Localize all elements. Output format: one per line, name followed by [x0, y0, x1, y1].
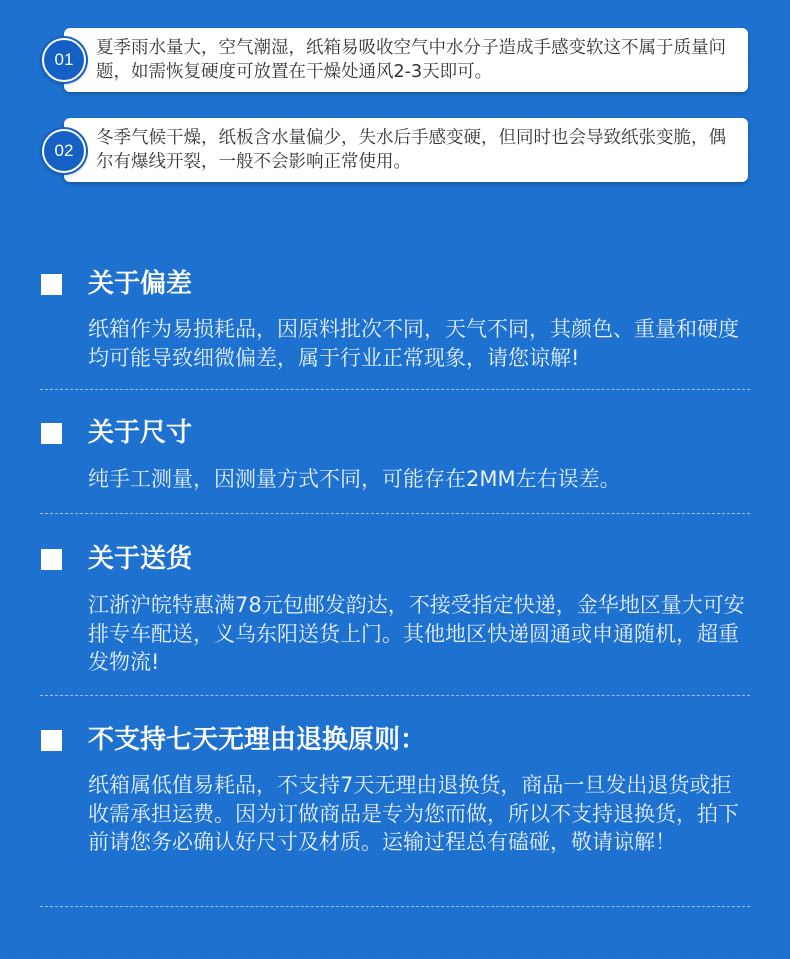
section-divider — [40, 513, 750, 514]
section-body-deviation: 纸箱作为易损耗品，因原料批次不同，天气不同，其颜色、重量和硬度均可能导致细微偏差，属于行业正常现象，请您谅解! — [88, 317, 739, 370]
number-badge-01: 01 — [42, 38, 86, 82]
section-bullet-square — [41, 274, 62, 295]
section-title-delivery: 关于送货 — [88, 544, 193, 574]
section-divider — [40, 389, 750, 390]
number-badge-02: 02 — [42, 129, 86, 173]
section-body-size: 纯手工测量，因测量方式不同，可能存在2MM左右误差。 — [88, 467, 621, 491]
section-body-delivery: 江浙沪皖特惠满78元包邮发韵达，不接受指定快递，金华地区量大可安排专车配送，义乌东阳送货上门。其他地区快递圆通或申通随机，超重发物流! — [88, 593, 745, 674]
section-body-no-return: 纸箱属低值易耗品，不支持7天无理由退换货，商品一旦发出退货或拒收需承担运费。因为订做商品是专为您而做，所以不支持退换货，拍下前请您务必确认好尺寸及材质。运输过程总有磕碰，敬请谅解！ — [88, 773, 739, 854]
note-card-02 — [64, 118, 748, 182]
section-bullet-square — [41, 730, 62, 751]
section-bullet-square — [41, 549, 62, 570]
note-text-02: 冬季气候干燥，纸板含水量偏少，失水后手感变硬，但同时也会导致纸张变脆，偶尔有爆线开裂，一般不会影响正常使用。 — [96, 128, 726, 172]
note-card-01 — [64, 28, 748, 92]
section-divider — [40, 906, 750, 907]
section-title-size: 关于尺寸 — [88, 418, 193, 448]
section-bullet-square — [41, 423, 62, 444]
section-divider — [40, 695, 750, 696]
section-title-deviation: 关于偏差 — [88, 269, 193, 299]
section-title-no-return: 不支持七天无理由退换原则： — [88, 725, 427, 755]
note-text-01: 夏季雨水量大，空气潮湿，纸箱易吸收空气中水分子造成手感变软这不属于质量问题，如需恢复硬度可放置在干燥处通风2-3天即可。 — [96, 38, 726, 82]
